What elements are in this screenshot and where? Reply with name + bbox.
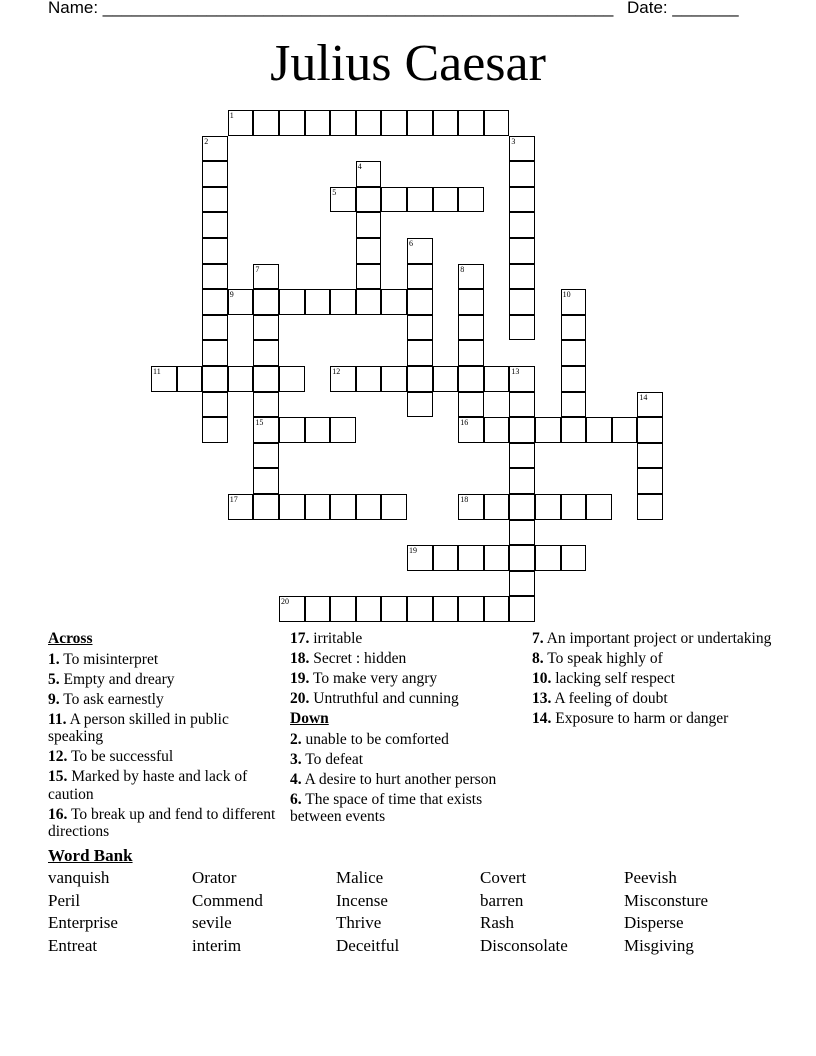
crossword-cell[interactable] [509, 392, 535, 418]
crossword-cell[interactable] [535, 494, 561, 520]
crossword-cell[interactable] [458, 110, 484, 136]
crossword-cell[interactable] [637, 392, 663, 418]
word-bank-word: vanquish [48, 868, 110, 887]
clue-number-label: 1 [229, 111, 234, 120]
word-bank-word: Incense [336, 890, 388, 910]
across-clue [48, 748, 278, 766]
crossword-cell[interactable] [509, 136, 535, 162]
across-clue [290, 670, 525, 688]
crossword-cell[interactable] [458, 264, 484, 290]
crossword-cell[interactable] [202, 315, 228, 341]
crossword-cell[interactable] [433, 366, 459, 392]
crossword-cell[interactable] [202, 366, 228, 392]
crossword-cell[interactable] [253, 468, 279, 494]
crossword-cell[interactable] [509, 596, 535, 622]
crossword-cell[interactable] [612, 417, 638, 443]
crossword-cell[interactable] [509, 212, 535, 238]
word-bank-title: Word Bank [48, 846, 133, 865]
down-clue [532, 690, 772, 708]
crossword-cell[interactable] [509, 315, 535, 341]
clue-text: To make very angry [312, 670, 438, 687]
crossword-cell[interactable] [356, 596, 382, 622]
crossword-cell[interactable] [253, 494, 279, 520]
clues-column-3 [532, 630, 772, 730]
crossword-cell[interactable] [458, 596, 484, 622]
crossword-cell[interactable] [458, 545, 484, 571]
clue-number: 11. [48, 710, 67, 728]
crossword-cell[interactable] [228, 494, 254, 520]
crossword-cell[interactable] [356, 161, 382, 187]
crossword-cell[interactable] [279, 289, 305, 315]
crossword-cell[interactable] [458, 392, 484, 418]
word-bank-word: Misconsture [624, 890, 709, 910]
clue-number: 20. [290, 690, 310, 707]
crossword-cell[interactable] [228, 366, 254, 392]
clue-number-label: 17 [229, 495, 238, 504]
clue-number: 1. [48, 650, 60, 668]
clue-number: 6. [290, 790, 302, 808]
crossword-cell[interactable] [433, 110, 459, 136]
clue-number-label: 6 [409, 239, 413, 248]
clue-number: 18. [290, 650, 310, 667]
crossword-cell[interactable] [407, 340, 433, 366]
crossword-cell[interactable] [202, 340, 228, 366]
crossword-cell[interactable] [407, 392, 433, 418]
clue-text: An important project or undertaking [546, 630, 772, 647]
crossword-cell[interactable] [458, 366, 484, 392]
down-clue [290, 731, 525, 749]
word-bank-word: Deceitful [336, 935, 400, 955]
crossword-cell[interactable] [356, 187, 382, 213]
clue-number-label: 2 [204, 136, 209, 146]
crossword-cell[interactable] [381, 289, 407, 315]
across-clue [48, 671, 278, 689]
crossword-cell[interactable] [637, 494, 663, 520]
crossword-cell[interactable] [535, 545, 561, 571]
clue-number: 5. [48, 670, 60, 688]
across-clue [48, 711, 278, 746]
crossword-cell[interactable] [305, 417, 331, 443]
clue-number-label: 14 [639, 392, 648, 402]
clue-number-label: 19 [409, 546, 417, 556]
word-bank-word: Peril [48, 890, 81, 910]
word-bank-word: Orator [192, 868, 237, 887]
crossword-cell[interactable] [586, 417, 612, 443]
clues-column-1 [48, 630, 278, 843]
crossword-cell[interactable] [433, 545, 459, 571]
clue-number: 4. [290, 770, 302, 788]
clue-text: A person skilled in public speaking [48, 710, 229, 745]
crossword-cell[interactable] [253, 289, 279, 315]
crossword-cell[interactable] [305, 289, 331, 315]
word-bank-word: interim [192, 935, 242, 955]
crossword-cell[interactable] [253, 110, 279, 136]
word-bank-word: sevile [192, 913, 232, 933]
across-clue [48, 691, 278, 709]
crossword-cell[interactable] [202, 417, 228, 443]
clue-text: Secret : hidden [313, 650, 407, 667]
crossword-cell[interactable] [509, 417, 535, 443]
clue-number: 7. [532, 630, 544, 647]
crossword-cell[interactable] [253, 443, 279, 469]
word-bank-word: Malice [336, 868, 384, 887]
crossword-cell[interactable] [279, 366, 305, 392]
crossword-cell[interactable] [484, 545, 510, 571]
crossword-cell[interactable] [381, 187, 407, 213]
clue-text: A feeling of doubt [554, 690, 668, 707]
word-bank-word: Commend [192, 890, 263, 910]
crossword-cell[interactable] [381, 596, 407, 622]
word-bank-word: Entreat [48, 935, 98, 955]
crossword-cell[interactable] [509, 494, 535, 520]
crossword-cell[interactable] [561, 545, 587, 571]
crossword-cell[interactable] [356, 238, 382, 264]
crossword-cell[interactable] [356, 289, 382, 315]
crossword-cell[interactable] [228, 289, 254, 315]
clue-text: A desire to hurt another person [304, 770, 497, 788]
clue-number-label: 10 [562, 290, 571, 300]
crossword-cell[interactable] [202, 212, 228, 238]
clue-number-label: 20 [281, 597, 289, 607]
clue-number-label: 8 [460, 264, 465, 274]
crossword-cell[interactable] [509, 468, 535, 494]
crossword-cell[interactable] [637, 417, 663, 443]
crossword-cell[interactable] [407, 315, 433, 341]
across-clue [48, 651, 278, 669]
crossword-cell[interactable] [458, 315, 484, 341]
crossword-cell[interactable] [407, 596, 433, 622]
clue-number: 2. [290, 730, 302, 748]
down-clue [290, 791, 525, 826]
clue-number-label: 16 [460, 418, 469, 428]
crossword-cell[interactable] [151, 366, 177, 392]
crossword-cell[interactable] [561, 366, 587, 392]
down-clue [532, 630, 772, 648]
crossword-cell[interactable] [253, 366, 279, 392]
crossword-cell[interactable] [509, 571, 535, 597]
down-clue [532, 650, 772, 668]
crossword-cell[interactable] [637, 443, 663, 469]
across-heading: Across [48, 630, 93, 647]
clue-number-label: 4 [357, 162, 362, 172]
crossword-cell[interactable] [509, 264, 535, 290]
clue-number: 10. [532, 670, 552, 687]
clue-text: To defeat [305, 750, 364, 768]
clue-text: unable to be comforted [305, 730, 449, 748]
crossword-cell[interactable] [509, 520, 535, 546]
crossword-cell[interactable] [561, 417, 587, 443]
crossword-cell[interactable] [279, 417, 305, 443]
crossword-cell[interactable] [330, 289, 356, 315]
word-bank-word: Covert [480, 868, 527, 887]
clue-number-label: 5 [332, 187, 337, 197]
crossword-cell[interactable] [509, 238, 535, 264]
clue-text: To speak highly of [547, 650, 663, 667]
across-clue [290, 630, 525, 648]
crossword-cell[interactable] [561, 392, 587, 418]
crossword-cell[interactable] [228, 110, 254, 136]
crossword-cell[interactable] [356, 212, 382, 238]
crossword-cell[interactable] [509, 545, 535, 571]
clue-number: 16. [48, 805, 68, 823]
crossword-cell[interactable] [330, 187, 356, 213]
word-bank-word: Disconsolate [480, 935, 568, 955]
crossword-cell[interactable] [509, 443, 535, 469]
crossword-cell[interactable] [381, 366, 407, 392]
crossword-cell[interactable] [509, 161, 535, 187]
crossword-cell[interactable] [458, 494, 484, 520]
down-clue [290, 771, 525, 789]
clues-column-2 [290, 630, 525, 828]
clue-number-label: 11 [153, 367, 161, 376]
crossword-cell[interactable] [356, 264, 382, 290]
crossword-cell[interactable] [330, 417, 356, 443]
crossword-cell[interactable] [561, 340, 587, 366]
clue-number-label: 3 [511, 136, 516, 146]
crossword-cell[interactable] [458, 187, 484, 213]
word-bank-word: Rash [480, 913, 514, 933]
crossword-cell[interactable] [458, 340, 484, 366]
crossword-cell[interactable] [458, 417, 484, 443]
crossword-cell[interactable] [484, 366, 510, 392]
crossword-cell[interactable] [177, 366, 203, 392]
clue-text: lacking self respect [555, 670, 675, 687]
crossword-cell[interactable] [279, 596, 305, 622]
crossword-cell[interactable] [381, 110, 407, 136]
crossword-cell[interactable] [356, 494, 382, 520]
crossword-cell[interactable] [202, 264, 228, 290]
word-bank-word: Peevish [624, 868, 677, 887]
clue-number: 19. [290, 670, 310, 687]
crossword-cell[interactable] [253, 315, 279, 341]
crossword-cell[interactable] [330, 366, 356, 392]
crossword-cell[interactable] [253, 392, 279, 418]
date-field[interactable]: Date: _______ [627, 0, 739, 17]
crossword-cell[interactable] [509, 289, 535, 315]
clue-number-label: 18 [460, 495, 469, 504]
page-title: Julius Caesar [270, 35, 546, 92]
word-bank-word: Thrive [336, 913, 382, 933]
word-bank-word: Enterprise [48, 913, 118, 933]
crossword-cell[interactable] [561, 315, 587, 341]
crossword-cell[interactable] [356, 366, 382, 392]
word-bank-word: Misgiving [624, 935, 694, 955]
clue-text: To break up and fend to different directions [48, 805, 276, 840]
crossword-cell[interactable] [305, 110, 331, 136]
crossword-cell[interactable] [407, 110, 433, 136]
crossword-cell[interactable] [484, 110, 510, 136]
clue-text: The space of time that exists between events [290, 790, 483, 825]
crossword-cell[interactable] [330, 494, 356, 520]
down-heading: Down [290, 710, 329, 727]
crossword-cell[interactable] [458, 289, 484, 315]
crossword-cell[interactable] [484, 494, 510, 520]
crossword-cell[interactable] [356, 110, 382, 136]
clue-number: 9. [48, 690, 60, 708]
crossword-cell[interactable] [407, 545, 433, 571]
clue-number-label: 15 [255, 418, 264, 428]
crossword-cell[interactable] [381, 494, 407, 520]
crossword-cell[interactable] [202, 238, 228, 264]
clue-text: irritable [313, 630, 363, 647]
crossword-cell[interactable] [433, 596, 459, 622]
crossword-cell[interactable] [637, 468, 663, 494]
clue-text: Marked by haste and lack of caution [48, 768, 248, 803]
crossword-cell[interactable] [561, 494, 587, 520]
crossword-cell[interactable] [509, 366, 535, 392]
crossword-cell[interactable] [202, 187, 228, 213]
across-clue [48, 806, 278, 841]
word-bank-word: Disperse [624, 913, 684, 933]
clue-number: 15. [48, 768, 68, 785]
crossword-cell[interactable] [279, 110, 305, 136]
crossword-cell[interactable] [202, 136, 228, 162]
crossword-cell[interactable] [330, 110, 356, 136]
clue-number: 3. [290, 750, 302, 768]
down-clue [532, 670, 772, 688]
word-bank-word: barren [480, 890, 524, 910]
crossword-cell[interactable] [407, 366, 433, 392]
clue-number: 13. [532, 690, 552, 707]
crossword-cell[interactable] [484, 596, 510, 622]
crossword-cell[interactable] [305, 596, 331, 622]
name-field[interactable]: Name: ______________________________________________________ [48, 0, 614, 17]
crossword-cell[interactable] [253, 417, 279, 443]
crossword-cell[interactable] [407, 264, 433, 290]
across-clue [48, 768, 278, 803]
crossword-cell[interactable] [202, 161, 228, 187]
across-clue [290, 690, 525, 708]
clue-text: To be successful [70, 748, 174, 765]
clue-number-label: 7 [255, 264, 260, 274]
clue-number-label: 12 [332, 367, 341, 376]
clue-number: 8. [532, 650, 544, 667]
clue-text: Untruthful and cunning [313, 690, 459, 707]
clue-number-label: 9 [229, 290, 234, 300]
down-clue [290, 751, 525, 769]
clue-number: 17. [290, 630, 310, 647]
crossword-cell[interactable] [202, 392, 228, 418]
clue-text: Exposure to harm or danger [555, 710, 729, 727]
crossword-cell[interactable] [407, 289, 433, 315]
crossword-cell[interactable] [433, 187, 459, 213]
crossword-cell[interactable] [253, 340, 279, 366]
clue-number-label: 13 [511, 367, 520, 376]
crossword-cell[interactable] [509, 187, 535, 213]
crossword-cell[interactable] [407, 187, 433, 213]
clue-text: To misinterpret [63, 650, 159, 668]
crossword-cell[interactable] [535, 417, 561, 443]
crossword-cell[interactable] [279, 494, 305, 520]
crossword-cell[interactable] [202, 289, 228, 315]
across-clue [290, 650, 525, 668]
crossword-cell[interactable] [330, 596, 356, 622]
down-clue [532, 710, 772, 728]
clue-text: Empty and dreary [63, 670, 175, 688]
crossword-cell[interactable] [561, 289, 587, 315]
crossword-cell[interactable] [407, 238, 433, 264]
clue-number: 14. [532, 710, 552, 727]
crossword-cell[interactable] [253, 264, 279, 290]
crossword-cell[interactable] [586, 494, 612, 520]
crossword-cell[interactable] [484, 417, 510, 443]
clue-text: To ask earnestly [63, 690, 164, 708]
clue-number: 12. [48, 748, 68, 765]
crossword-cell[interactable] [305, 494, 331, 520]
